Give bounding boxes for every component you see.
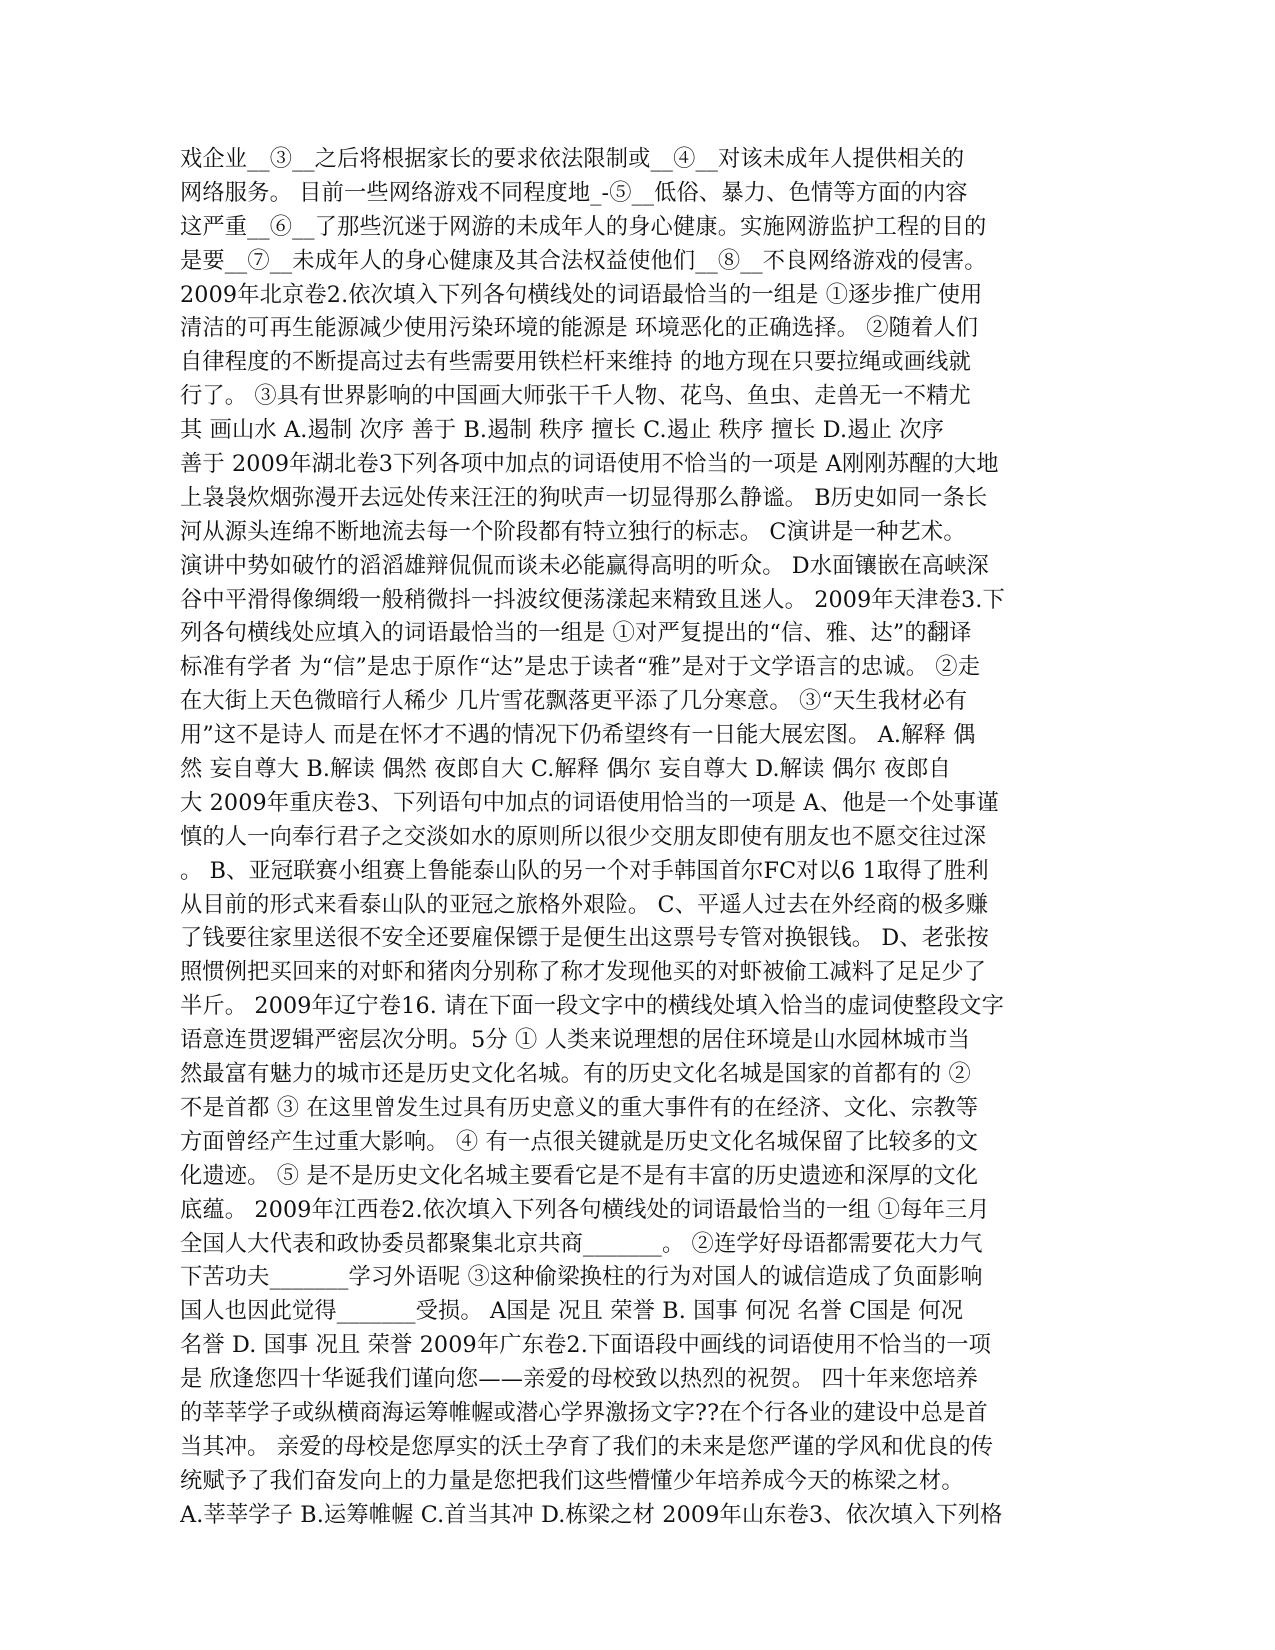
text-line: 戏企业__③__之后将根据家长的要求依法限制或__④__对该未成年人提供相关的: [180, 146, 965, 172]
text-line: 演讲中势如破竹的滔滔雄辩侃侃而谈未必能赢得高明的听众。 D水面镶嵌在高峡深: [180, 552, 989, 579]
text-line: 半斤。 2009年辽宁卷16. 请在下面一段文字中的横线处填入恰当的虚词使整段文字: [180, 993, 1004, 1020]
text-line: 其 画山水 A.遏制 次序 善于 B.遏制 秩序 擅长 C.遏止 秩序 擅长 D.遏止 次序: [180, 417, 944, 444]
text-line: 名誉 D. 国事 况且 荣誉 2009年广东卷2.下面语段中画线的词语使用不恰当的一项: [180, 1332, 991, 1359]
text-line: 统赋予了我们奋发向上的力量是您把我们这些懵懂少年培养成今天的栋梁之材。: [180, 1467, 964, 1494]
text-line: 了钱要往家里送很不安全还要雇保镖于是便生出这票号专管对换银钱。 D、老张按: [180, 925, 989, 952]
text-line: 下苦功夫_______学习外语呢 ③这种偷梁换柱的行为对国人的诚信造成了负面影响: [180, 1264, 983, 1291]
text-line: A.莘莘学子 B.运筹帷幄 C.首当其冲 D.栋梁之材 2009年山东卷3、依次填入下列格: [180, 1501, 1003, 1528]
text-line: 是 欣逢您四十华诞我们谨向您——亲爱的母校致以热烈的祝贺。 四十年来您培养: [180, 1366, 979, 1393]
text-line: 2009年北京卷2.依次填入下列各句横线处的词语最恰当的一组是 ①逐步推广使用: [180, 281, 983, 308]
text-line: 自律程度的不断提高过去有些需要用铁栏杆来维持 的地方现在只要拉绳或画线就: [180, 349, 971, 376]
text-line: 谷中平滑得像绸缎一般稍微抖一抖波纹便荡漾起来精致且迷人。 2009年天津卷3.下: [180, 586, 1005, 613]
text-line: 然 妄自尊大 B.解读 偶然 夜郎自大 C.解释 偶尔 妄自尊大 D.解读 偶尔 夜郎自: [180, 756, 951, 783]
text-line: 的莘莘学子或纵横商海运筹帷幄或潜心学界激扬文字??在个行各业的建设中总是首: [180, 1399, 988, 1426]
text-line: 列各句横线处应填入的词语最恰当的一组是 ①对严复提出的“信、雅、达”的翻译: [180, 620, 972, 647]
text-line: 大 2009年重庆卷3、下列语句中加点的词语使用恰当的一项是 A、他是一个处事谨: [180, 789, 999, 816]
text-line: 行了。 ③具有世界影响的中国画大师张干千人物、花鸟、鱼虫、走兽无一不精尤: [180, 383, 971, 410]
text-line: 上袅袅炊烟弥漫开去远处传来汪汪的狗吠声一切显得那么静谧。 B历史如同一条长: [180, 484, 988, 511]
text-line: 。 B、亚冠联赛小组赛上鲁能泰山队的另一个对手韩国首尔FC对以6 1取得了胜利: [180, 857, 989, 884]
text-line: 全国人大代表和政协委员都聚集北京共商_______。 ②连学好母语都需要花大力气: [180, 1230, 983, 1257]
document-body: [180, 143, 1060, 1533]
text-line: 慎的人一向奉行君子之交淡如水的原则所以很少交朋友即使有朋友也不愿交往过深: [180, 823, 987, 850]
text-line: 然最富有魅力的城市还是历史文化名城。有的历史文化名城是国家的首都有的 ②: [180, 1061, 971, 1088]
text-line: 方面曾经产生过重大影响。 ④ 有一点很关键就是历史文化名城保留了比较多的文: [180, 1128, 979, 1155]
text-line: 底蕴。 2009年江西卷2.依次填入下列各句横线处的词语最恰当的一组 ①每年三月: [180, 1196, 990, 1223]
text-line: 当其冲。 亲爱的母校是您厚实的沃土孕育了我们的未来是您严谨的学风和优良的传: [180, 1433, 994, 1460]
text-line: 不是首都 ③ 在这里曾发生过具有历史意义的重大事件有的在经济、文化、宗教等: [180, 1094, 979, 1121]
text-line: 清洁的可再生能源减少使用污染环境的能源是 环境恶化的正确选择。 ②随着人们: [180, 315, 979, 342]
text-line: 网络服务。 目前一些网络游戏不同程度地_-⑤__低俗、暴力、色情等方面的内容: [180, 179, 968, 206]
text-line: 善于 2009年湖北卷3下列各项中加点的词语使用不恰当的一项是 A刚刚苏醒的大地: [180, 451, 999, 478]
text-line: 照惯例把买回来的对虾和猪肉分别称了称才发现他买的对虾被偷工减料了足足少了: [180, 959, 987, 986]
text-line: 国人也因此觉得_______受损。 A国是 况且 荣誉 B. 国事 何况 名誉 C国是 何况: [180, 1298, 964, 1325]
text-line: 化遗迹。 ⑤ 是不是历史文化名城主要看它是不是有丰富的历史遗迹和深厚的文化: [180, 1162, 979, 1189]
text-line: 从目前的形式来看泰山队的亚冠之旅格外艰险。 C、平遥人过去在外经商的极多赚: [180, 891, 989, 918]
text-line: 标准有学者 为“信”是忠于原作“达”是忠于读者“雅”是对于文学语言的忠诚。 ②走: [180, 654, 981, 681]
text-line: 语意连贯逻辑严密层次分明。5分 ① 人类来说理想的居住环境是山水园林城市当: [180, 1027, 971, 1054]
text-line: 这严重__⑥__了那些沉迷于网游的未成年人的身心健康。实施网游监护工程的目的: [180, 213, 987, 240]
text-line: 是要__⑦__未成年人的身心健康及其合法权益使他们__⑧__不良网络游戏的侵害。: [180, 247, 987, 274]
text-line: 河从源头连绵不断地流去每一个阶段都有特立独行的标志。 C演讲是一种艺术。: [180, 518, 966, 545]
text-line: 在大街上天色微暗行人稀少 几片雪花飘落更平添了几分寒意。 ③“天生我材必有: [180, 688, 968, 715]
text-line: 用”这不是诗人 而是在怀才不遇的情况下仍希望终有一日能大展宏图。 A.解释 偶: [180, 722, 976, 749]
